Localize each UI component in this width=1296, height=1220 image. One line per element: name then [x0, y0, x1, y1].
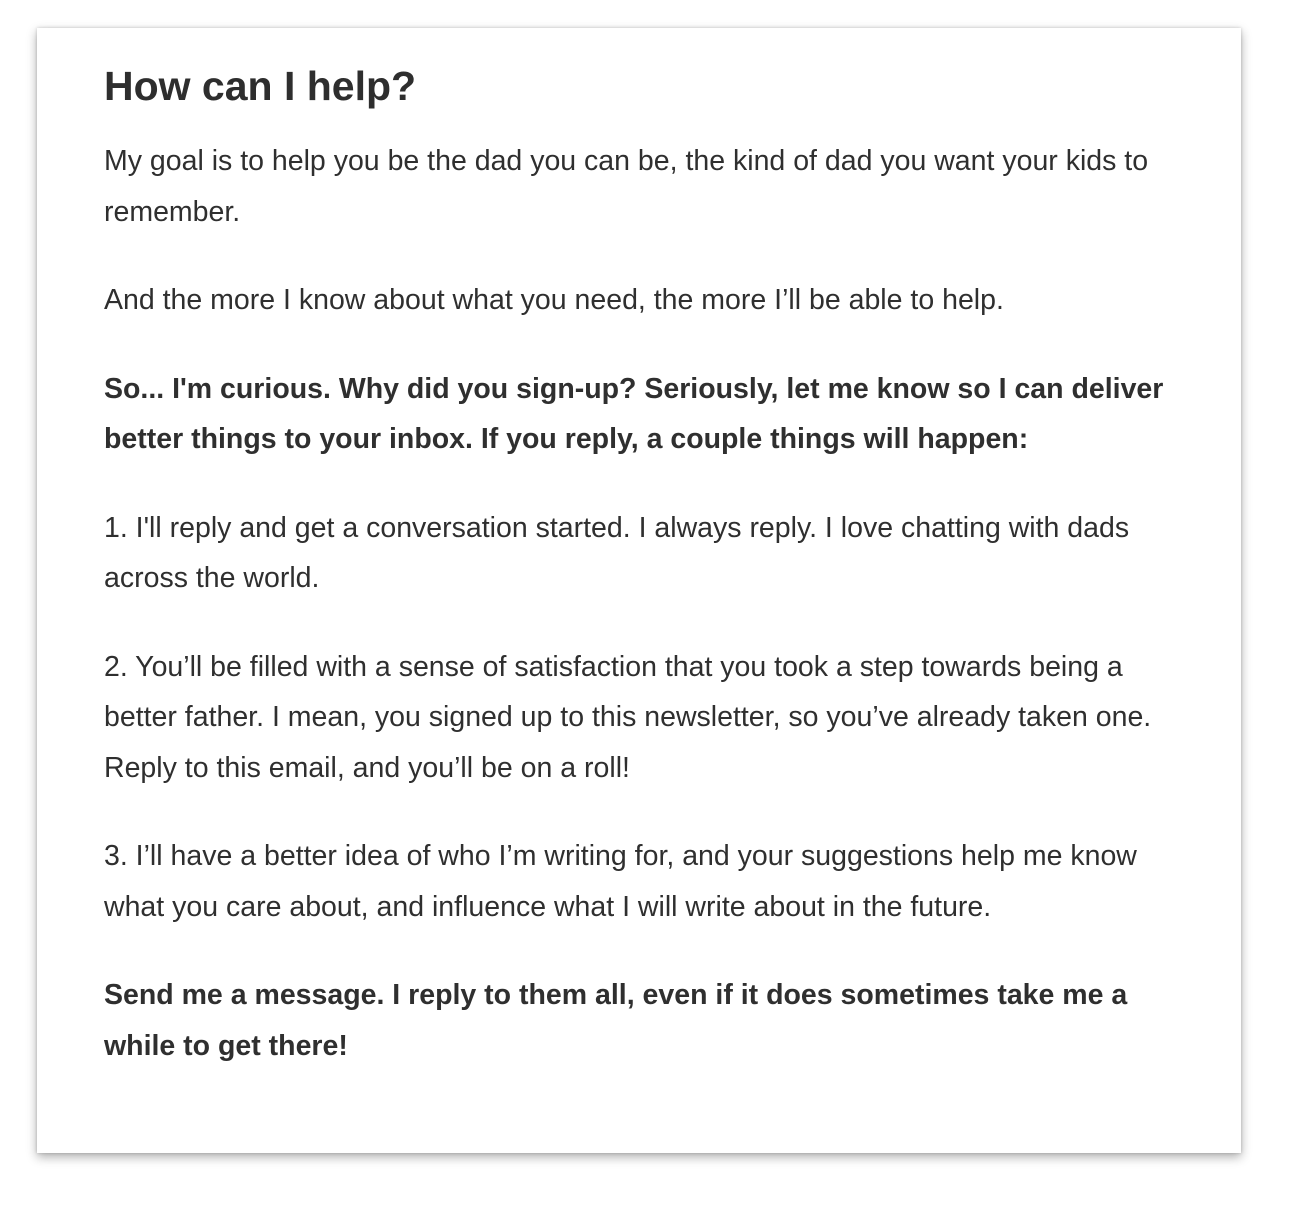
question-paragraph: So... I'm curious. Why did you sign-up? Seriously, let me know so I can deliver better things to your inbox. If you reply, a couple things will happen: [104, 372, 1164, 455]
list-item-1: 1. I'll reply and get a conversation started. I always reply. I love chatting with dads across the world. [104, 511, 1130, 594]
list-item-3: 3. I’ll have a better idea of who I’m writing for, and your suggestions help me know what you care about, and influence what I will write about in the future. [104, 840, 1137, 923]
intro-paragraph: My goal is to help you be the dad you can be, the kind of dad you want your kids to remember. [104, 145, 1149, 228]
call-to-action-paragraph: Send me a message. I reply to them all, even if it does sometimes take me a while to get there! [104, 979, 1128, 1062]
list-item-2: 2. You’ll be filled with a sense of satisfaction that you took a step towards being a better father. I mean, you signed up to this newsletter, so you’ve already taken one. Reply to this email, and you’ll be on a roll! [104, 650, 1152, 784]
email-title: How can I help? [104, 63, 417, 109]
needs-paragraph: And the more I know about what you need, the more I’ll be able to help. [104, 284, 1004, 316]
email-card [37, 28, 1241, 1153]
